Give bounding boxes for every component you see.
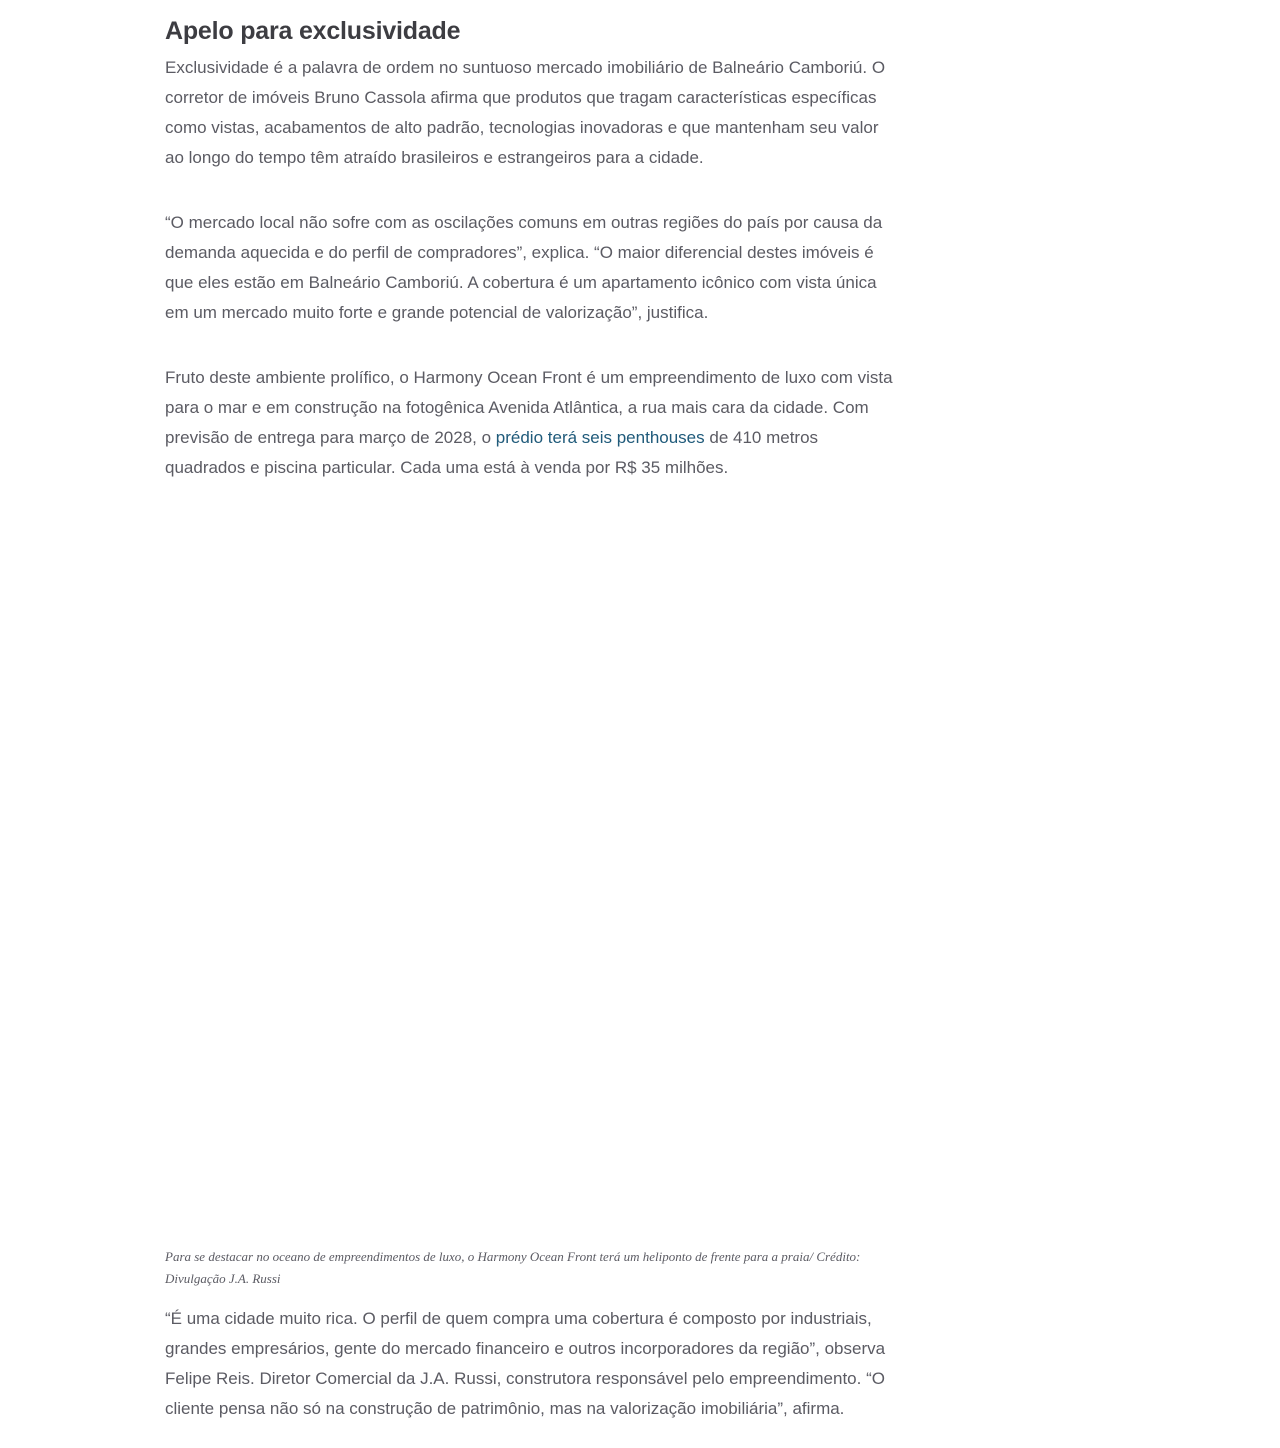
- image-caption: Para se destacar no oceano de empreendimentos de luxo, o Harmony Ocean Front terá um heliponto de frente para a praia/ Crédito: Divulgação J.A. Russi: [165, 1249, 861, 1286]
- section-heading: Apelo para exclusividade: [165, 17, 461, 45]
- paragraph-harmony-ocean-front: [165, 363, 895, 483]
- paragraph-quote-mercado: “O mercado local não sofre com as oscilações comuns em outras regiões do país por causa da demanda aquecida e do perfil de compradores”, explica. “O maior diferencial destes imóveis é que eles estão em Balneário Camboriú. A cobertura é um apartamento icônico com vista única em um mercado muito forte e grande potencial de valorização”, justifica.: [165, 213, 883, 322]
- paragraph-text-after-link: de 410 metros quadrados e piscina particular. Cada uma está à venda por R$ 35 milhões.: [165, 428, 819, 477]
- paragraph-exclusividade: Exclusividade é a palavra de ordem no suntuoso mercado imobiliário de Balneário Camboriú. O corretor de imóveis Bruno Cassola afirma que produtos que tragam características específicas como vistas, acabamentos de alto padrão, tecnologias inovadoras e que mantenham seu valor ao longo do tempo têm atraído brasileiros e estrangeiros para a cidade.: [165, 58, 886, 167]
- paragraph-text-before-link: Fruto deste ambiente prolífico, o Harmony Ocean Front é um empreendimento de luxo com vista para o mar e em construção na fotogênica Avenida Atlântica, a rua mais cara da cidade. Com previsão de entrega para março de 2028, o: [165, 368, 893, 447]
- penthouses-link[interactable]: prédio terá seis penthouses: [495, 428, 705, 447]
- paragraph-quote-felipe-reis: “É uma cidade muito rica. O perfil de quem compra uma cobertura é composto por industriais, grandes empresários, gente do mercado financeiro e outros incorporadores da região”, observa Felipe Reis. Diretor Comercial da J.A. Russi, construtora responsável pelo empreendimento. “O cliente pensa não só na construção de patrimônio, mas na valorização imobiliária”, afirma.: [165, 1309, 886, 1418]
- article-image-placeholder: [165, 500, 895, 1240]
